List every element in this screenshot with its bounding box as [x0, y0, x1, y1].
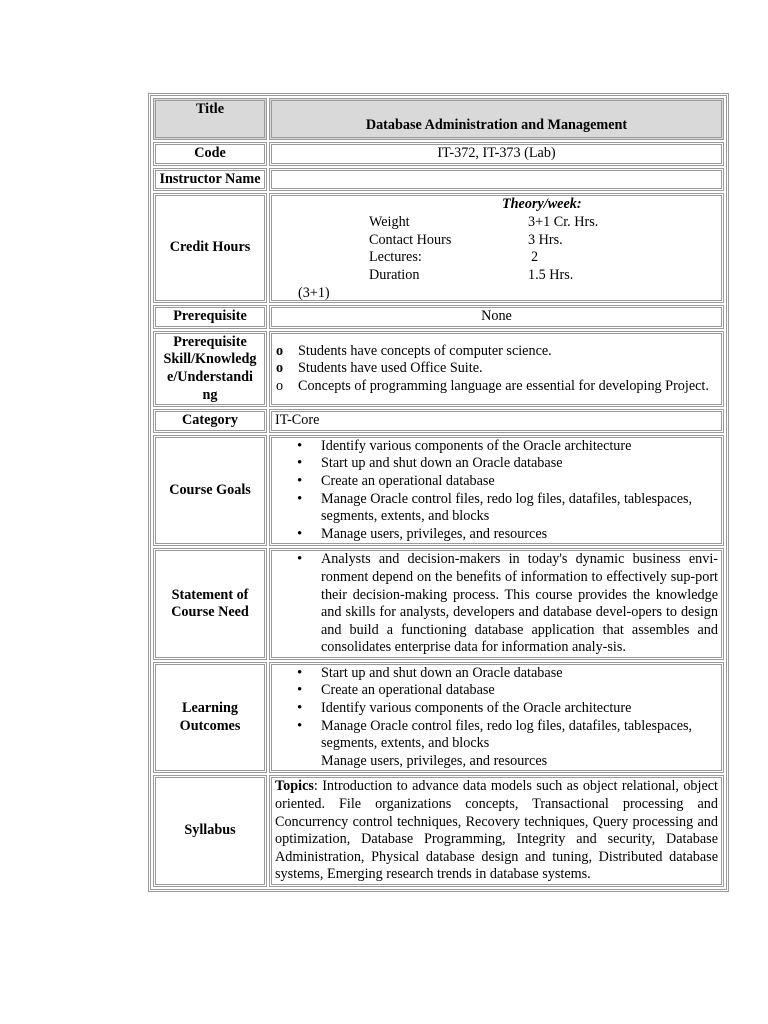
prereq-skill-cell: [269, 331, 724, 407]
prerequisite-label: Prerequisite: [153, 305, 267, 329]
list-item: • Create an operational database: [275, 682, 718, 700]
category-label: Category: [153, 409, 267, 433]
list-marker: o: [276, 342, 284, 359]
learning-outcomes-list: [275, 665, 718, 771]
instructor-name: [269, 168, 724, 192]
syllabus-lead: Topics: [275, 778, 314, 795]
credit-weight-value: 3+1 Cr. Hrs.: [528, 214, 599, 231]
title-label: Title: [153, 98, 267, 140]
lectures-value: 2: [531, 249, 539, 266]
instructor-label: Instructor Name: [153, 168, 267, 192]
learning-outcomes-row: [153, 662, 724, 774]
list-item: • Manage Oracle control files, redo log files, datafiles, tablespaces, segments, extents, and blocks: [275, 491, 718, 526]
credit-weight-label: Weight: [369, 214, 410, 231]
title-row: [153, 98, 724, 140]
list-item-text: Students have used Office Suite.: [298, 360, 483, 377]
learning-outcomes-cell: [269, 662, 724, 774]
code-row: [153, 142, 724, 166]
code-label: Code: [153, 142, 267, 166]
syllabus-label: Syllabus: [153, 775, 267, 887]
list-item: [275, 343, 718, 361]
category-value: IT-Core: [269, 409, 724, 433]
prerequisite-row: [153, 305, 724, 329]
list-item: • Manage Oracle control files, redo log files, datafiles, tablespaces, segments, extents, and blocks: [275, 718, 718, 753]
list-item: • Start up and shut down an Oracle database: [275, 665, 718, 683]
course-goals-row: [153, 435, 724, 547]
course-title: Database Administration and Management: [269, 98, 724, 140]
list-item-text: Students have concepts of computer science.: [298, 342, 552, 359]
contact-hours-label: Contact Hours: [369, 232, 452, 249]
learning-outcomes-label: Learning Outcomes: [153, 662, 267, 774]
lectures-label: Lectures:: [369, 249, 422, 266]
credit-hours-cell: [269, 193, 724, 303]
duration-label: Duration: [369, 267, 420, 284]
list-item: • Identify various components of the Oracle architecture: [275, 438, 718, 456]
statement-row: [153, 548, 724, 660]
list-item: • Identify various components of the Oracle architecture: [275, 700, 718, 718]
statement-cell: [269, 548, 724, 660]
statement-text: • Analysts and decision-makers in today's dynamic business envi-ronment depend on the benefits of information to effectively sup-port their decision-making process. This course provides the knowledge and skills for analysts, developers and database devel-opers to design and build a functioning database application that assembles and consolidates enterprise data for information analy-sis.: [275, 551, 718, 657]
prereq-skill-row: [153, 331, 724, 407]
category-row: [153, 409, 724, 433]
list-item: [275, 360, 718, 378]
prereq-skill-label: Prerequisite Skill/Knowledg e/Understandi ng: [153, 331, 267, 407]
credit-hours-label: Credit Hours: [153, 193, 267, 303]
syllabus-row: [153, 775, 724, 887]
credit-hours-block: [275, 196, 718, 300]
list-marker: o: [276, 360, 284, 377]
credit-hours-heading: Theory/week:: [502, 196, 582, 213]
list-item: • Start up and shut down an Oracle database: [275, 455, 718, 473]
credit-hours-row: [153, 193, 724, 303]
course-goals-cell: [269, 435, 724, 547]
list-item-text: Concepts of programming language are essential for developing Project.: [298, 377, 709, 394]
statement-list: [275, 551, 718, 657]
credit-hours-footnote: (3+1): [298, 285, 330, 302]
list-item: Manage users, privileges, and resources: [321, 752, 548, 769]
contact-hours-value: 3 Hrs.: [528, 232, 563, 249]
list-item: • Create an operational database: [275, 473, 718, 491]
course-goals-label: Course Goals: [153, 435, 267, 547]
course-code: IT-372, IT-373 (Lab): [269, 142, 724, 166]
list-item: • Manage users, privileges, and resources: [275, 526, 718, 544]
course-goals-list: [275, 438, 718, 544]
syllabus-text: : Introduction to advance data models such as object relational, object oriented. File organizations concepts, Transactional processing and Concurrency control techniques, Recovery techniques, Query processing and optimization, Database Programming, Integrity and security, Database Administration, Physical database design and tuning, Distributed database systems, Emerging research trends in database systems.: [275, 778, 718, 883]
statement-label: Statement of Course Need: [153, 548, 267, 660]
instructor-row: [153, 168, 724, 192]
duration-value: 1.5 Hrs.: [528, 267, 574, 284]
prereq-skill-list: [275, 343, 718, 396]
list-marker: o: [276, 377, 284, 394]
syllabus-cell: [269, 775, 724, 887]
prerequisite-value: None: [269, 305, 724, 329]
list-item: [275, 378, 718, 396]
course-outline-table: [148, 93, 729, 892]
